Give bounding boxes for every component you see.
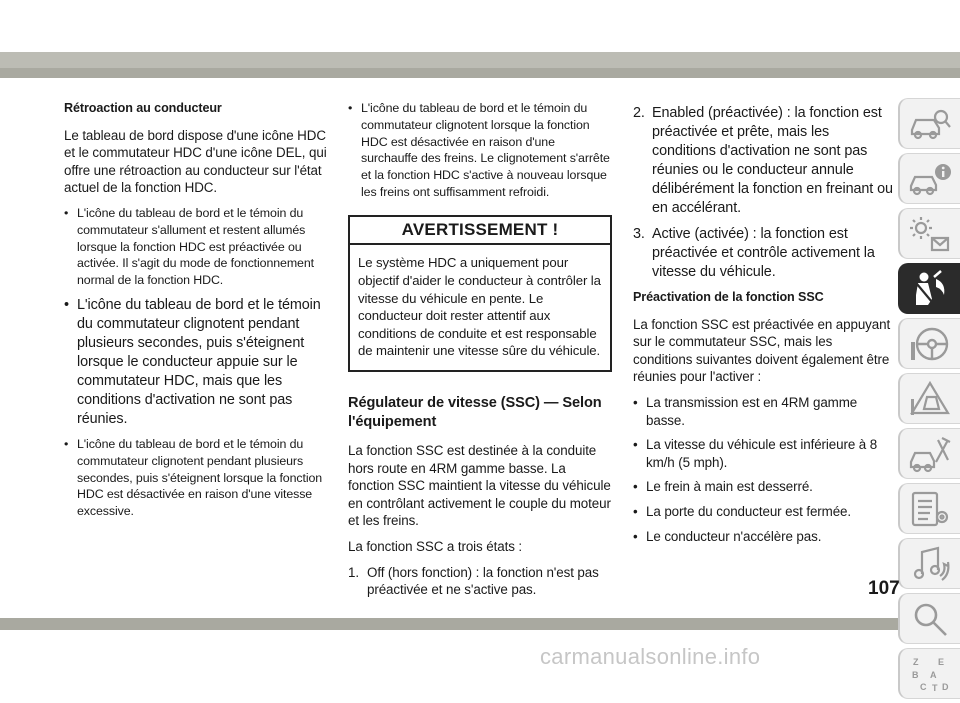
bullet-item bbox=[348, 100, 612, 201]
bullet-text: L'icône du tableau de bord et le témoin du commutateur s'allument et restent allumés lorsque la fonction HDC est préactivée ou activée. Il s'agit du mode de fonctionnement normal de la fonction HDC. bbox=[77, 205, 314, 288]
bullet-item bbox=[633, 503, 895, 521]
item-number: 2. bbox=[633, 105, 645, 121]
bullet-glyph: • bbox=[64, 205, 69, 220]
paragraph-intro: Le tableau de bord dispose d'une icône HDC et le commutateur HDC d'une icône DEL, qui offre une rétroaction au conducteur sur l'état actuel de la fonction HDC. bbox=[64, 127, 327, 196]
bullet-text: Le conducteur n'accélère pas. bbox=[646, 528, 822, 544]
heading-driver-feedback: Rétroaction au conducteur bbox=[64, 101, 222, 115]
item-text: Enabled (préactivée) : la fonction est préactivée et prête, mais les conditions d'activation ne sont pas réunies ou le conducteur annule délibérément la fonction en freinant ou en accélérant. bbox=[652, 105, 893, 216]
tab-seatbelt-airbag[interactable] bbox=[898, 263, 960, 314]
tab-index-search[interactable] bbox=[898, 593, 960, 644]
seatbelt-airbag-icon bbox=[908, 269, 952, 309]
item-text: Active (activée) : la fonction est préactivée et contrôle activement la vitesse du véhicule. bbox=[652, 226, 875, 280]
warning-body: Le système HDC a uniquement pour objectif d'aider le conducteur à contrôler la vitesse du véhicule en pente. Le conducteur doit rester attentif aux conditions de conduite et est responsable de maintenir une vitesse sûre du véhicule. bbox=[358, 255, 601, 359]
paragraph-ssc-enable: La fonction SSC est préactivée en appuyant sur le commutateur SSC, mais les conditions suivantes doivent également être réunies pour l'activer : bbox=[633, 316, 891, 385]
tab-languages[interactable] bbox=[898, 648, 960, 699]
bullet-glyph: • bbox=[633, 503, 638, 519]
paragraph-ssc-states: La fonction SSC a trois états : bbox=[348, 538, 523, 554]
index-search-icon bbox=[908, 599, 952, 639]
warning-lights-icon bbox=[908, 214, 952, 254]
svg-text:B: B bbox=[912, 669, 919, 680]
bullet-glyph: • bbox=[633, 394, 638, 410]
item-text: Off (hors fonction) : la fonction n'est pas préactivée et ne s'active pas. bbox=[367, 564, 599, 598]
bullet-text: Le frein à main est desserré. bbox=[646, 479, 813, 495]
tab-specs-list[interactable] bbox=[898, 483, 960, 534]
item-number: 1. bbox=[348, 564, 359, 580]
heading-speed-control: Régulateur de vitesse (SSC) — Selon l'équipement bbox=[348, 394, 602, 430]
header-band bbox=[0, 52, 960, 78]
bullet-item bbox=[64, 296, 328, 429]
svg-text:A: A bbox=[930, 669, 937, 680]
warning-box bbox=[348, 215, 612, 372]
languages-alphabet-icon bbox=[908, 654, 952, 694]
bullet-item bbox=[64, 205, 328, 289]
warning-title: AVERTISSEMENT ! bbox=[350, 217, 610, 246]
bullet-glyph: • bbox=[633, 479, 638, 495]
bullet-glyph: • bbox=[348, 101, 353, 115]
tab-steering-wheel[interactable] bbox=[898, 318, 960, 369]
tab-car-info[interactable] bbox=[898, 153, 960, 204]
bullet-text: La porte du conducteur est fermée. bbox=[646, 503, 852, 519]
bullet-item bbox=[633, 528, 895, 546]
tab-roadside-warning[interactable] bbox=[898, 373, 960, 424]
multimedia-icon bbox=[908, 544, 952, 584]
bullet-item bbox=[633, 478, 895, 496]
car-search-icon bbox=[908, 104, 952, 144]
bullet-item bbox=[633, 436, 895, 471]
bullet-item bbox=[64, 436, 328, 520]
paragraph-ssc-purpose: La fonction SSC est destinée à la conduite hors route en 4RM gamme basse. La fonction SSC maintient la vitesse du véhicule en contrôlant activement le couple du moteur et les freins. bbox=[348, 442, 611, 529]
svg-text:C: C bbox=[920, 681, 927, 692]
svg-text:E: E bbox=[938, 656, 945, 667]
column-middle bbox=[348, 100, 612, 606]
bullet-text: L'icône du tableau de bord et le témoin du commutateur clignotent lorsque la fonction HDC est désactivée en raison d'une surchauffe des freins. Le clignotement s'arrête et la fonction HDC s'active à nouveau lorsque les freins ont suffisamment refroidi. bbox=[361, 101, 610, 199]
tab-car-search[interactable] bbox=[898, 98, 960, 149]
roadside-warning-icon bbox=[908, 379, 952, 419]
tab-warning-lights[interactable] bbox=[898, 208, 960, 259]
car-wrench-icon bbox=[908, 434, 952, 474]
bullet-text: La vitesse du véhicule est inférieure à 8 km/h (5 mph). bbox=[646, 437, 878, 470]
bullet-glyph: • bbox=[633, 437, 638, 453]
numbered-item bbox=[348, 564, 612, 599]
chapter-tabs bbox=[898, 98, 960, 703]
bullet-text: L'icône du tableau de bord et le témoin du commutateur clignotent pendant plusieurs secondes, puis s'éteignent lorsque le conducteur appuie sur le commutateur HDC, mais que les conditions d'activation ne sont pas réunies. bbox=[77, 296, 321, 427]
column-right bbox=[633, 104, 895, 552]
bullet-text: L'icône du tableau de bord et le témoin du commutateur clignotent pendant plusieurs secondes, puis s'éteignent lorsque la fonction HDC est désactivée en raison d'une vitesse excessive. bbox=[77, 436, 323, 519]
watermark: carmanualsonline.info bbox=[540, 644, 761, 669]
bullet-text: La transmission est en 4RM gamme basse. bbox=[646, 394, 858, 428]
heading-ssc-enable: Préactivation de la fonction SSC bbox=[633, 290, 824, 304]
item-number: 3. bbox=[633, 226, 645, 242]
page-number: 107 bbox=[868, 578, 900, 599]
numbered-item bbox=[633, 104, 895, 218]
bullet-glyph: • bbox=[64, 436, 69, 451]
bullet-glyph: • bbox=[633, 528, 638, 544]
svg-text:D: D bbox=[942, 681, 949, 692]
steering-wheel-icon bbox=[908, 324, 952, 364]
svg-text:T: T bbox=[932, 682, 938, 693]
car-info-icon bbox=[908, 159, 952, 199]
specs-list-icon bbox=[908, 489, 952, 529]
bullet-glyph: • bbox=[64, 296, 69, 313]
tab-car-wrench[interactable] bbox=[898, 428, 960, 479]
footer-band bbox=[0, 618, 960, 630]
svg-text:Z: Z bbox=[913, 656, 919, 667]
tab-multimedia[interactable] bbox=[898, 538, 960, 589]
bullet-item bbox=[633, 394, 895, 429]
column-left bbox=[64, 100, 328, 527]
numbered-item bbox=[633, 225, 895, 282]
